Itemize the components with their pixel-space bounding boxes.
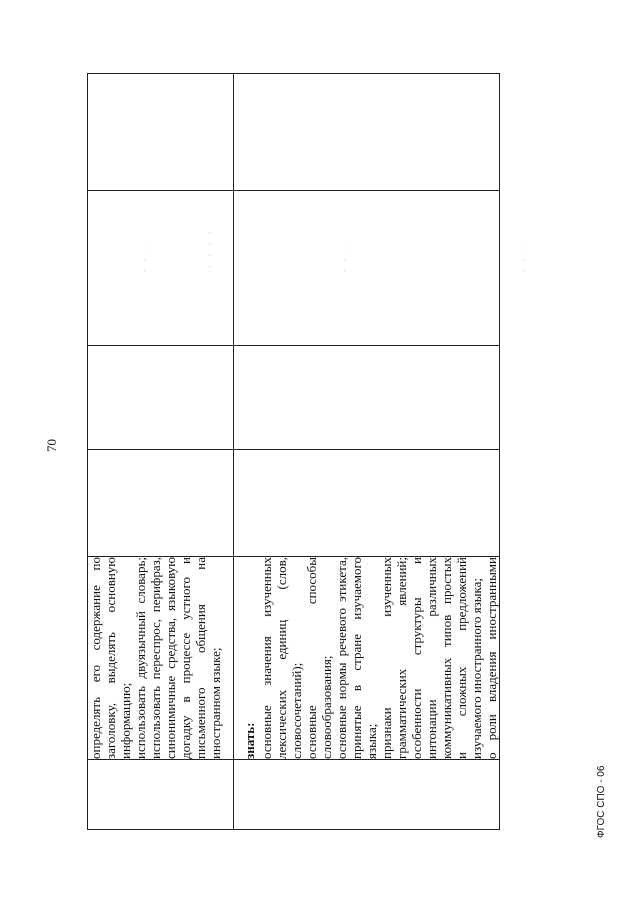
scan-artifact: · · · — [340, 243, 350, 272]
text-line: изучаемого иностранного языка; — [469, 577, 484, 759]
text-line: особенности структуры и — [409, 557, 424, 759]
scan-artifact: · · · · — [205, 228, 215, 268]
cell-empty-r1c5 — [88, 191, 234, 346]
cell-knowledge — [234, 557, 500, 760]
text-line: определять его содержание по — [88, 557, 103, 759]
text-line: основные нормы речевого этикета, — [334, 557, 349, 759]
page-number: 70 — [44, 439, 59, 452]
cell-code-row1 — [88, 760, 234, 830]
text-line: и сложных предложений — [454, 557, 469, 759]
cell-empty-r2c5 — [234, 191, 500, 346]
text-line: коммуникативных типов простых — [439, 557, 454, 759]
cell-empty-r2c3 — [234, 450, 500, 557]
text-line: догадку в процессе устного и — [178, 557, 193, 759]
text-line: письменного общения на — [193, 557, 208, 759]
competency-table — [87, 74, 499, 830]
knows-label: знать: — [242, 722, 257, 759]
text-line: информацию; — [118, 682, 133, 759]
cell-empty-r1c4 — [88, 346, 234, 450]
text-line: грамматических явлений; — [394, 557, 409, 759]
cell-code-row2 — [234, 760, 500, 830]
text-line: словообразования; — [319, 655, 334, 759]
cell-empty-r1c3 — [88, 450, 234, 557]
text-line: основные способы — [304, 557, 319, 759]
text-line: заголовку, выделять основную — [103, 557, 118, 759]
cell-empty-r2c6 — [234, 74, 500, 191]
text-line: признаки изученных — [379, 557, 394, 759]
text-line: основные значения изученных — [259, 557, 274, 759]
scan-artifact: · · · — [140, 243, 150, 272]
text-line: интонации различных — [424, 557, 439, 759]
cell-empty-r1c6 — [88, 74, 234, 191]
text-line: использовать переспрос, перифраз, — [148, 557, 163, 759]
footer-code: ФГОС СПО - 06 — [596, 765, 607, 838]
text-line: использовать двуязычный словарь; — [133, 557, 148, 759]
cell-empty-r2c4 — [234, 346, 500, 450]
text-line: словосочетаний); — [289, 662, 304, 759]
text-line: принятые в стране изучаемого — [349, 557, 364, 759]
text-line: о роли владения иностранными — [484, 557, 499, 759]
text-line: иностранном языке; — [208, 647, 223, 759]
text-line: языка; — [364, 723, 379, 759]
scan-artifact: · · · — [520, 243, 530, 272]
text-line: синонимичные средства, языковую — [163, 557, 178, 759]
table-grid — [87, 73, 500, 830]
cell-skills-continued — [88, 557, 234, 760]
text-line: лексических единиц (слов, — [274, 557, 289, 759]
